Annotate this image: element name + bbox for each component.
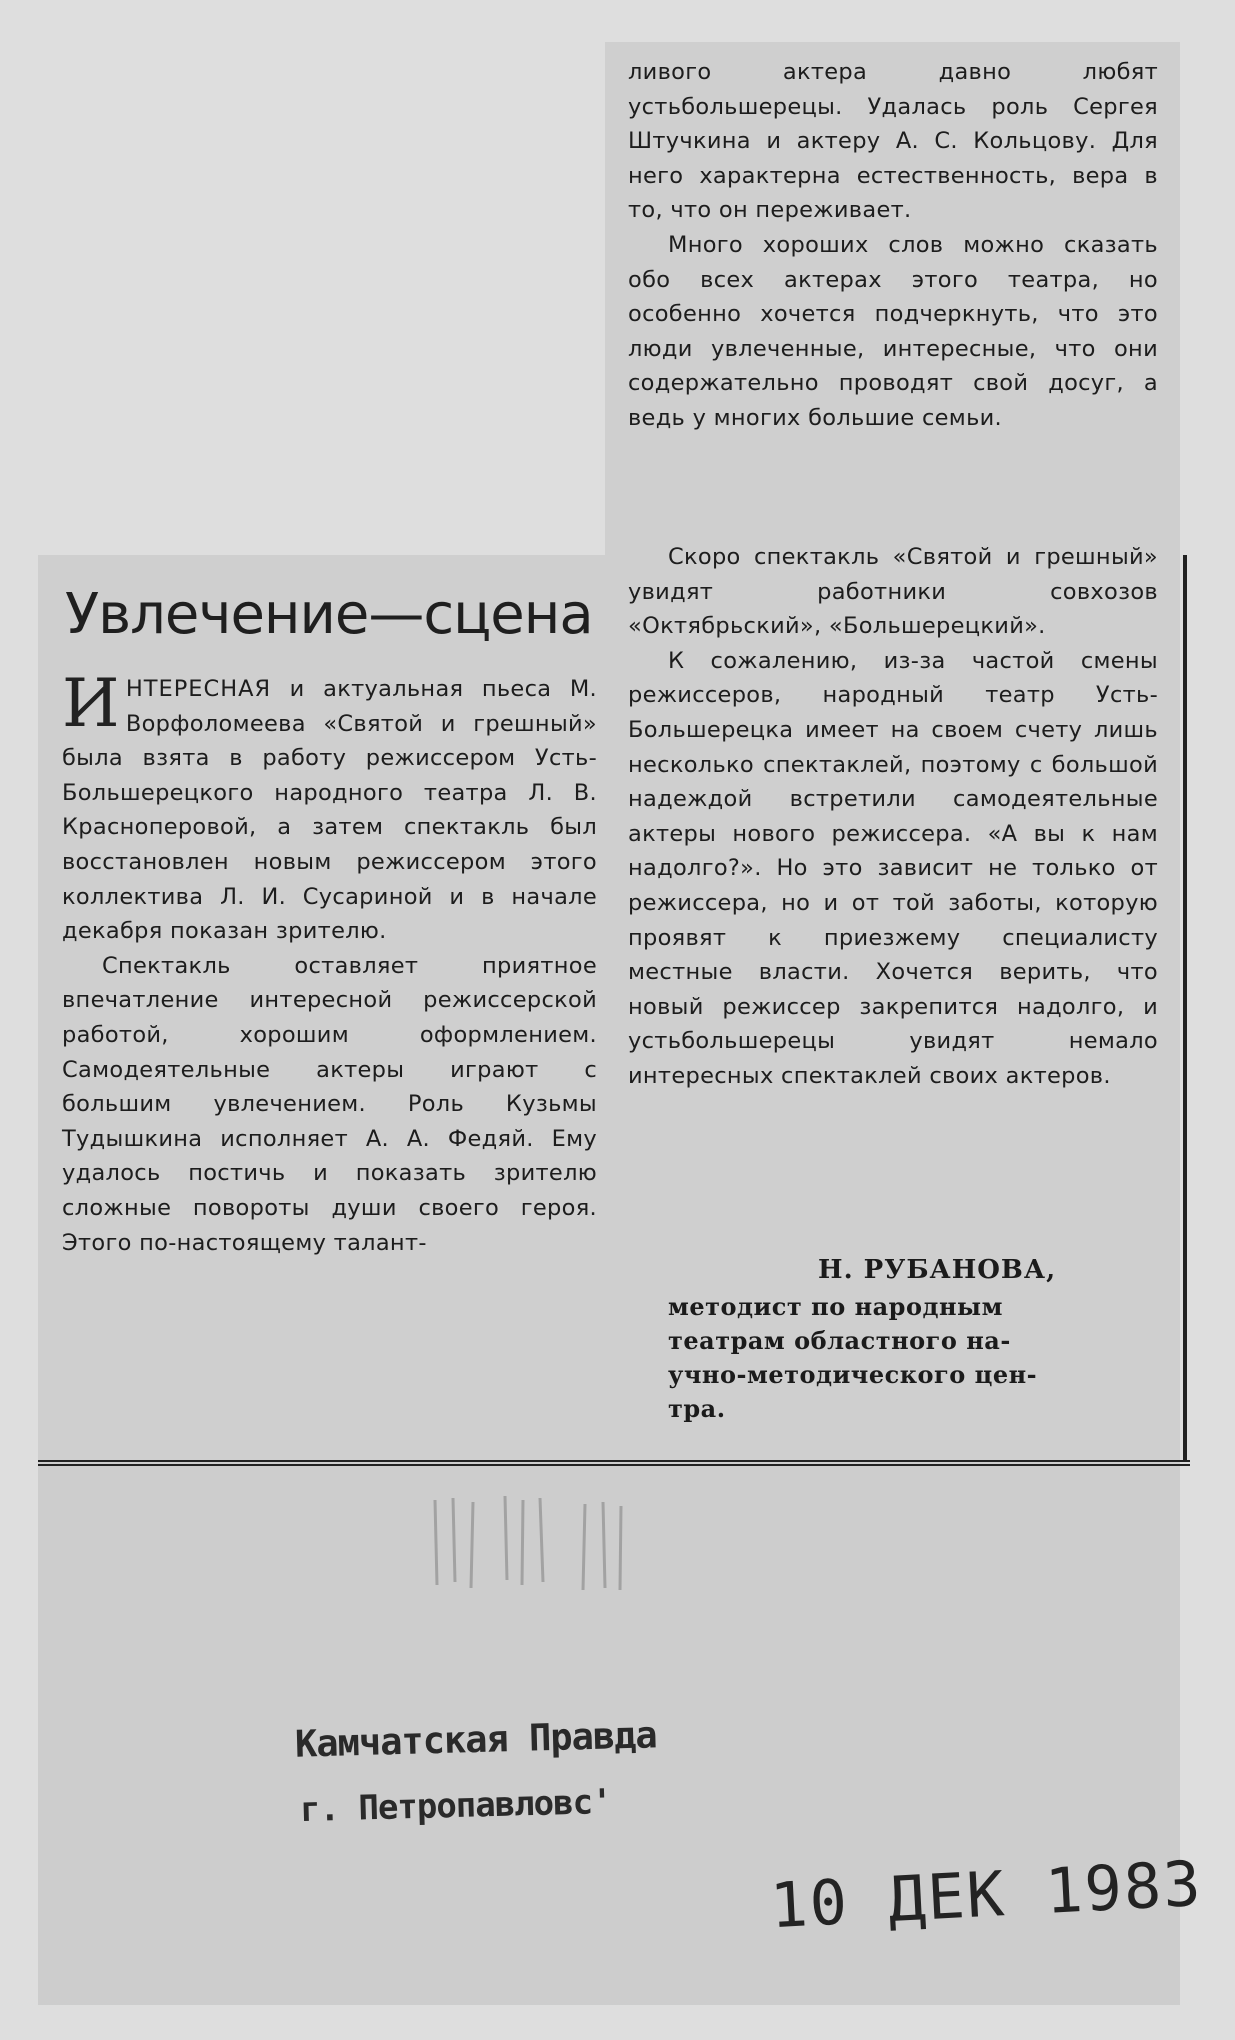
column-rule-right [1183,555,1187,1460]
paragraph-1: и актуальная пьеса М. Ворфоломеева «Святой и грешный» была взята в работу режиссером Усть-Большерецкого народного театра Л. В. Красноперовой, а затем спектакль был восстановлен новым режиссером этого коллектива Л. И. Сусариной и в начале декабря показан зрителю. [62,676,597,945]
city-stamp: г. Петропавловс' [299,1781,612,1831]
article-column-2-top [628,55,1158,436]
article-column-2-bottom [628,540,1158,1094]
author-title-line-4: тра. [668,1394,726,1423]
lead-caps: НТЕРЕСНАЯ [125,676,272,702]
column-rule-bottom [38,1460,1190,1466]
faint-ink-marks [425,1490,635,1595]
author-title-line-1: методист по народным [668,1292,1003,1321]
date-stamp: 10 ДЕК 1983 [768,1846,1205,1943]
paragraph-4: Много хороших слов можно сказать обо всех актерах этого театра, но особенно хочется подчеркнуть, что это люди увлеченные, интересные, что они содержательно проводят свой досуг, а ведь у многих большие семьи. [628,231,1158,431]
author-title-line-3: учно-методического цен- [668,1360,1038,1389]
drop-cap: И [62,665,120,742]
author-title-line-2: театрам областного на- [668,1326,1011,1355]
paragraph-3: ливого актера давно любят устьбольшерецы. Удалась роль Сергея Штучкина и актеру А. С. Кольцову. Для него характерна естественность, вера в то, что он переживает. [628,59,1158,224]
newspaper-stamp: Камчатская Правда [294,1713,658,1766]
article-headline: Увлечение—сцена [65,582,593,647]
paragraph-6: К сожалению, из-за частой смены режиссеров, народный театр Усть-Большерецка имеет на своем счету лишь несколько спектаклей, поэтому с большой надеждой встретили самодеятельные актеры нового режиссера. «А вы к нам надолго?». Но это зависит не только от режиссера, но и от той заботы, которую проявят к приезжему специалисту местные власти. Хочется верить, что новый режиссер закрепится надолго, и устьбольшерецы увидят немало интересных спектаклей своих актеров. [628,647,1158,1089]
paragraph-2: Спектакль оставляет приятное впечатление интересной режиссерской работой, хорошим оформлением. Самодеятельные актеры играют с большим увлечением. Роль Кузьмы Тудышкина исполняет А. А. Федяй. Ему удалось постичь и показать зрителю сложные повороты души своего героя. Этого по-настоящему талант- [62,952,597,1256]
article-column-1 [62,665,597,1260]
author-name: Н. РУБАНОВА, [818,1255,1057,1285]
paragraph-5: Скоро спектакль «Святой и грешный» увидят работники совхозов «Октябрьский», «Большерецкий». [628,544,1158,640]
